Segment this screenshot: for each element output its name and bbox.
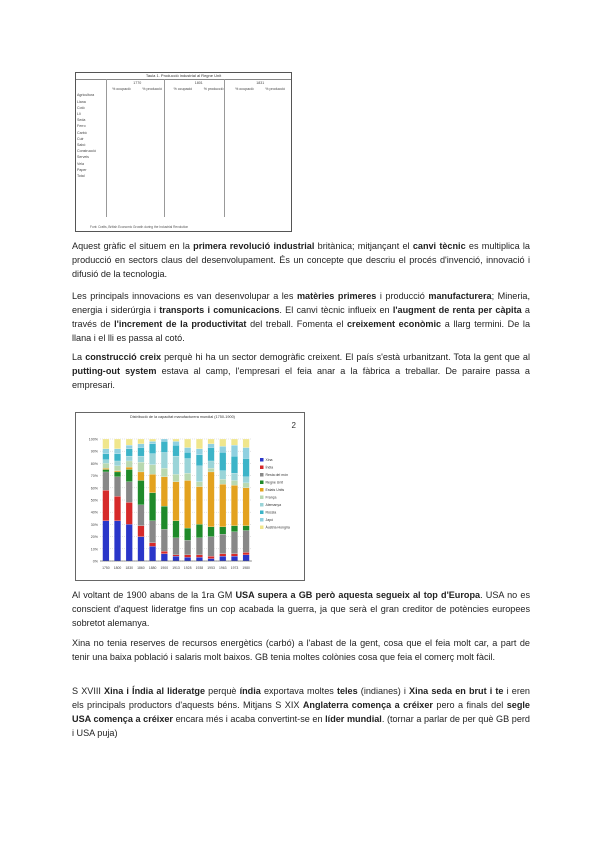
bar-segment (220, 446, 227, 452)
bar-segment (173, 441, 180, 445)
bar-segment (114, 466, 121, 471)
bar-segment (138, 448, 145, 457)
text-run: . (tornar a parlar de per què GB perd i USA puja) (72, 713, 530, 738)
y-tick-label: 10% (90, 547, 98, 552)
table-caption: Taula 1. Producció industrial al Regne Unit (76, 73, 291, 80)
y-tick-label: 80% (90, 461, 98, 466)
text-run: a través de (72, 304, 530, 329)
bar-segment (161, 551, 168, 553)
bar-segment (161, 529, 168, 551)
table-cell (168, 173, 198, 179)
bar-segment (196, 439, 203, 449)
bar-segment (231, 526, 238, 532)
legend-label: Estats Units (265, 488, 285, 492)
bar-segment (208, 556, 215, 558)
bar-segment (173, 456, 180, 474)
bold-term: l'increment de la productivitat (114, 318, 247, 329)
bar-segment (220, 554, 227, 556)
bar-segment (220, 556, 227, 561)
sub-header: % ocupació (173, 87, 193, 92)
bar-segment (231, 473, 238, 480)
bar-segment (114, 449, 121, 454)
bar-segment (243, 526, 250, 531)
bar-segment (126, 524, 133, 561)
row-label: Seda (77, 118, 86, 123)
bold-term: transports i comunicacions (159, 304, 280, 315)
bar-segment (149, 454, 156, 465)
sub-header: % ocupació (235, 87, 254, 92)
bar-segment (114, 472, 121, 477)
bar-segment (103, 454, 110, 460)
bold-term: construcció creix (85, 352, 162, 362)
bar-segment (243, 555, 250, 561)
x-tick-label: 1880 (148, 566, 157, 570)
bold-term: índia (239, 686, 261, 696)
bar-segment (103, 449, 110, 454)
bar-segment (103, 490, 110, 521)
x-tick-label: 1900 (160, 566, 169, 570)
row-label: Total (77, 174, 85, 179)
bold-term: l'augment de renta per càpita (392, 304, 522, 315)
bar-segment (173, 474, 180, 481)
bar-segment (220, 484, 227, 527)
bar-segment (126, 482, 133, 503)
bar-segment (173, 521, 180, 538)
text-run: Aquest gràfic el situem en la (72, 241, 194, 251)
bar-segment (126, 502, 133, 524)
bar-segment (103, 463, 110, 468)
bar-segment (126, 467, 133, 469)
bar-segment (161, 439, 168, 441)
bar-segment (173, 445, 180, 456)
bar-segment (173, 439, 180, 441)
text-run: es multiplica la producció en sectors claus del desenvolupament. És un concepte que descriu el procés d'invenció, innovació i difusió de la tecnologia. (72, 241, 530, 279)
bar-segment (196, 449, 203, 455)
table-cell (229, 173, 259, 179)
table-row (76, 173, 291, 179)
x-tick-label: 1953 (207, 566, 215, 570)
table-cell (106, 173, 136, 179)
bar-segment (243, 483, 250, 488)
text-run: perquè hi ha un sector demogràfic creixent. El país s'està urbanitzant. Tota la gent que al (161, 352, 530, 362)
bar-segment (231, 554, 238, 556)
legend-swatch (260, 488, 264, 492)
x-tick-label: 1800 (113, 566, 122, 570)
bold-term: Anglaterra comença a créixer (302, 699, 433, 710)
legend-label: Rússia (265, 510, 277, 515)
bar-segment (220, 439, 227, 446)
bar-segment (149, 493, 156, 521)
text-run: pero a finals del (432, 699, 507, 710)
y-tick-label: 0% (92, 559, 98, 564)
bar-segment (243, 477, 250, 483)
row-label: Serveis (77, 155, 89, 160)
bar-segment (196, 455, 203, 466)
bar-segment (243, 531, 250, 553)
bold-term: canvi tècnic (412, 241, 466, 251)
text-run: estava al camp, l'empresari el feia anar a la fàbrica a treballar. De paraire passa a empresari. (72, 365, 530, 390)
sub-header: % ocupació (112, 87, 131, 92)
bar-segment (103, 460, 110, 464)
bar-segment (208, 448, 215, 461)
bold-term: putting-out system (72, 365, 157, 376)
production-table (76, 80, 291, 179)
bar-segment (138, 537, 145, 561)
x-tick-label: 1830 (125, 566, 134, 570)
x-tick-label: 1963 (218, 566, 227, 570)
bar-segment (208, 537, 215, 557)
bar-segment (184, 480, 191, 528)
bar-segment (149, 546, 156, 561)
bar-segment (138, 505, 145, 526)
figure-number: 2 (291, 421, 296, 430)
text-run: perquè (205, 686, 240, 696)
bold-term: teles (336, 686, 358, 696)
bar-segment (103, 439, 110, 449)
bar-segment (184, 473, 191, 480)
text-run: Xina no tenia reserves de recursos energètics (carbó) a l'abast de la gent, cosa que el feia molt car, a part de tenir una baixa població i salaris molt baixos. GB tenia moltes colònies cosa que feia el comerç molt fàcil. (72, 638, 530, 662)
bar-segment (184, 557, 191, 561)
bar-segment (161, 468, 168, 477)
bar-segment (231, 456, 238, 473)
bar-segment (173, 538, 180, 555)
bar-segment (114, 496, 121, 520)
bar-segment (220, 471, 227, 480)
sub-header: % producció (265, 87, 286, 92)
bar-segment (149, 543, 156, 547)
bar-segment (173, 555, 180, 556)
text-run: i producció (376, 291, 429, 301)
bar-segment (126, 470, 133, 482)
bar-segment (114, 471, 121, 472)
legend-swatch (260, 511, 264, 515)
legend-label: Xina (265, 458, 273, 462)
text-run: i eren els principals productors d'aquests béns. Mitjans S XIX (72, 686, 530, 710)
bold-term: primera revolució industrial (193, 241, 315, 251)
row-label: Llana (77, 99, 86, 104)
bar-segment (161, 554, 168, 561)
row-label: Cotó (77, 105, 85, 110)
col-group-header: 1801 (194, 81, 203, 85)
bar-segment (208, 527, 215, 537)
text-run: S XVIII (72, 686, 105, 696)
text-run: ; Mineria, energia i siderúrgia i (72, 291, 530, 315)
stacked-bar-chart (76, 413, 304, 580)
y-tick-label: 40% (90, 510, 98, 515)
bar-segment (161, 506, 168, 529)
bar-segment (103, 472, 110, 490)
bar-segment (220, 527, 227, 534)
bold-term: Xina i Índia al lideratge (104, 686, 206, 696)
bar-segment (208, 559, 215, 561)
paragraph-intro (72, 240, 530, 282)
bar-segment (126, 439, 133, 445)
bar-segment (138, 526, 145, 537)
bar-segment (243, 488, 250, 526)
text-run: a llarg termini. De la llana i el lli es passa al cotó. (72, 318, 531, 343)
y-tick-label: 90% (90, 449, 98, 454)
col-group-header: 1831 (256, 81, 265, 85)
bar-segment (126, 449, 133, 456)
col-group-header: 1770 (133, 81, 142, 85)
bar-segment (126, 461, 133, 467)
row-label: Cuir (77, 136, 84, 141)
row-label: Agricultura (77, 93, 95, 98)
bar-segment (231, 556, 238, 561)
table-footnote: Font: Crafts, British Economic Growth during the Industrial Revolution (90, 225, 189, 229)
bar-segment (103, 468, 110, 469)
table-divider (224, 79, 225, 217)
bar-segment (243, 439, 250, 448)
row-label: Lli (77, 112, 81, 117)
bar-segment (114, 477, 121, 497)
text-run: Les principals innovacions es van desenvolupar a les (72, 291, 297, 301)
sub-header: % producció (142, 87, 163, 92)
text-run: exportava moltes (260, 686, 337, 696)
x-tick-label: 1938 (195, 566, 204, 570)
paragraph-usa (72, 589, 530, 631)
legend-swatch (260, 473, 264, 477)
bar-segment (184, 459, 191, 474)
bar-segment (220, 452, 227, 470)
bar-segment (149, 441, 156, 443)
text-run: . El canvi tècnic influeix en (279, 304, 393, 315)
text-run: La (72, 352, 86, 362)
bar-segment (161, 441, 168, 452)
bar-segment (231, 445, 238, 456)
y-tick-label: 30% (90, 522, 98, 527)
paragraph-innovations (72, 290, 530, 346)
legend-label: Japó (265, 518, 274, 522)
legend-label: França (265, 495, 277, 500)
legend-label: Àustria-Hongria (265, 525, 290, 530)
bar-segment (220, 479, 227, 484)
row-label: Construcció (77, 149, 96, 154)
row-label: Paper (77, 167, 87, 172)
bar-segment (231, 439, 238, 445)
row-label: Ferro (77, 124, 86, 129)
bar-segment (161, 477, 168, 506)
bar-segment (173, 482, 180, 521)
x-tick-label: 1980 (242, 566, 250, 570)
bar-segment (208, 461, 215, 468)
bar-segment (208, 444, 215, 448)
bar-segment (196, 524, 203, 537)
bar-segment (184, 528, 191, 540)
bar-segment (231, 532, 238, 554)
text-run: Al voltant de 1900 abans de la 1ra GM (72, 590, 236, 600)
figure-manufacturing-chart (75, 412, 305, 581)
legend-swatch (260, 458, 264, 462)
bar-segment (208, 472, 215, 527)
text-run: britànica; mitjançant el (314, 241, 413, 251)
x-tick-label: 1750 (102, 566, 110, 570)
bar-segment (196, 555, 203, 557)
bar-segment (114, 439, 121, 449)
bar-segment (138, 472, 145, 481)
bar-segment (231, 485, 238, 525)
bar-segment (173, 556, 180, 561)
paragraph-china (72, 637, 530, 665)
bar-segment (114, 454, 121, 461)
row-label: Sabó (77, 143, 86, 148)
legend-label: Resta del món (265, 473, 289, 477)
bar-segment (149, 444, 156, 454)
bar-segment (220, 534, 227, 554)
y-tick-label: 20% (90, 535, 98, 540)
bold-term: USA supera a GB però aquesta segueix al top d'Europa (235, 590, 481, 600)
bold-term: segle USA comença a créixer (72, 699, 530, 724)
bar-segment (184, 555, 191, 557)
bar-segment (138, 456, 145, 462)
table-divider (164, 79, 165, 217)
legend-swatch (260, 481, 264, 485)
bar-segment (243, 552, 250, 554)
y-tick-label: 70% (90, 474, 98, 479)
row-label: Vela (77, 161, 84, 166)
text-run: . USA no es conscient d'aquest lideratge fins un cop acabada la guerra, ja que serà el gran creditor de potències europees sobretot alemanya. (72, 590, 530, 628)
legend-label: Índia (265, 465, 274, 470)
bar-segment (231, 480, 238, 485)
text-run: encara més i acaba convertint-se en (172, 713, 326, 724)
bold-term: matèries primeres (296, 291, 377, 301)
bar-segment (184, 452, 191, 458)
bar-segment (243, 459, 250, 477)
x-tick-label: 1928 (183, 566, 192, 570)
legend-label: Regne Unit (265, 480, 284, 485)
legend-swatch (260, 496, 264, 500)
bar-segment (149, 474, 156, 492)
bar-segment (114, 521, 121, 561)
bar-segment (103, 470, 110, 472)
x-tick-label: 1973 (230, 566, 239, 570)
bar-segment (243, 448, 250, 459)
bar-segment (208, 439, 215, 444)
text-run: (indianes) i (357, 686, 410, 696)
bar-segment (149, 521, 156, 543)
x-tick-label: 1913 (172, 566, 180, 570)
bar-segment (196, 538, 203, 555)
bar-segment (196, 466, 203, 482)
bold-term: manufacturera (428, 291, 492, 301)
bar-segment (184, 540, 191, 555)
bar-segment (184, 439, 191, 448)
bold-term: Xina seda en brut i te (409, 686, 504, 696)
table-divider (106, 79, 107, 217)
bar-segment (196, 482, 203, 487)
y-tick-label: 100% (88, 437, 98, 442)
table-body (76, 92, 291, 179)
y-tick-label: 50% (90, 498, 98, 503)
table-cell (259, 173, 291, 179)
bold-term: líder mundial (325, 713, 382, 724)
row-label: Carbó (77, 130, 87, 135)
bar-segment (149, 465, 156, 475)
bar-segment (149, 439, 156, 441)
legend-swatch (260, 518, 264, 522)
legend-swatch (260, 526, 264, 530)
bar-segment (126, 445, 133, 449)
bar-segment (126, 456, 133, 461)
bar-segment (138, 462, 145, 472)
bar-segment (138, 480, 145, 504)
sub-header: % producció (203, 87, 224, 92)
text-run: del treball. Fomenta el (246, 318, 347, 329)
bar-segment (161, 452, 168, 468)
bar-segment (196, 557, 203, 561)
bar-segment (138, 439, 145, 444)
legend-swatch (260, 503, 264, 507)
chart-title: Distribució de la capacitat manufacturera mundial (1750-1900) (130, 415, 235, 419)
x-tick-label: 1860 (137, 566, 145, 570)
legend-swatch (260, 466, 264, 470)
figure-production-table (75, 72, 292, 232)
bar-segment (114, 461, 121, 466)
bar-segment (196, 487, 203, 525)
bar-segment (138, 444, 145, 448)
paragraph-leadership (72, 685, 530, 741)
bar-segment (103, 521, 110, 561)
bar-segment (184, 448, 191, 453)
bold-term: creixement econòmic (347, 318, 442, 329)
legend-label: Alemanya (265, 503, 282, 507)
paragraph-construction (72, 351, 530, 393)
bar-segment (208, 468, 215, 472)
y-tick-label: 60% (90, 486, 98, 491)
